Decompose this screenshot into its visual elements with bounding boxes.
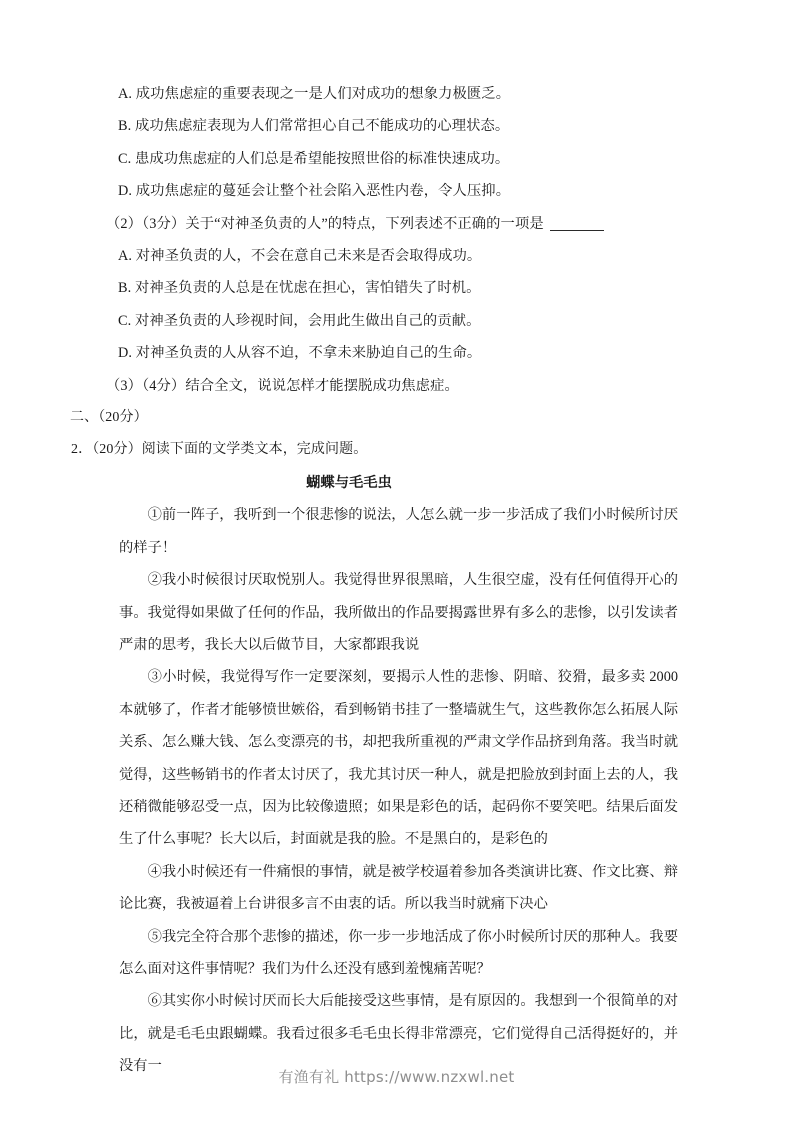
option-1-c: C. 患成功焦虑症的人们总是希望能按照世俗的标准快速成功。 (118, 150, 510, 167)
option-2-a: A. 对神圣负责的人，不会在意自己未来是否会取得成功。 (118, 248, 482, 265)
article-paragraph-4: ④我小时候还有一件痛恨的事情，就是被学校逼着参加各类演讲比赛、作文比赛、辩论比赛，我被逼着上台讲很多言不由衷的话。所以我当时就痛下决心 (119, 863, 678, 913)
option-2-d: D. 对神圣负责的人从容不迫，不拿未来胁迫自己的生命。 (118, 345, 482, 362)
question-2-heading: 2．（20分）阅读下面的文学类文本，完成问题。 (71, 442, 368, 458)
option-1-d: D. 成功焦虑症的蔓延会让整个社会陷入恶性内卷，令人压抑。 (118, 183, 511, 200)
document-content (70, 78, 678, 1083)
option-2-c: C. 对神圣负责的人珍视时间，会用此生做出自己的贡献。 (118, 312, 481, 329)
article-paragraph-2: ②我小时候很讨厌取悦别人。我觉得世界很黑暗，人生很空虚，没有任何值得开心的事。我觉得如果做了任何的作品，我所做出的作品要揭露世界有多么的悲惨，以引发读者严肃的思考，我长大以后做节目，大家都跟我说 (119, 572, 678, 653)
sub-question-2 (70, 208, 678, 240)
option-2-b: B. 对神圣负责的人总是在忧虑在担心，害怕错失了时机。 (118, 280, 481, 297)
option-1-b: B. 成功焦虑症表现为人们常常担心自己不能成功的心理状态。 (118, 118, 510, 135)
article-paragraph-6: ⑥其实你小时候讨厌而长大后能接受这些事情，是有原因的。我想到一个很简单的对比，就是毛毛虫跟蝴蝶。我看过很多毛毛虫长得非常漂亮，它们觉得自己活得挺好的，并没有一 (119, 993, 678, 1075)
footer-watermark: 有渔有礼 https://www.nzxwl.net (278, 1068, 515, 1086)
sub-question-3: （3）（4分）结合全文，说说怎样才能摆脱成功焦虑症。 (106, 377, 459, 394)
article-title: 蝴蝶与毛毛虫 (306, 474, 392, 491)
sub-question-2-text: （2）（3分）关于“对神圣负责的人”的特点，下列表述不正确的一项是 (106, 215, 544, 232)
article-paragraph-1: ①前一阵子，我听到一个很悲惨的说法，人怎么就一步一步活成了我们小时候所讨厌的样子！ (119, 507, 678, 556)
section-heading-two: 二、（20分） (70, 410, 148, 426)
article-paragraph-5: ⑤我完全符合那个悲惨的描述，你一步一步地活成了你小时候所讨厌的那种人。我要怎么面对这件事情呢？我们为什么还没有感到羞愧痛苦呢？ (119, 928, 678, 977)
article-paragraph-3: ③小时候，我觉得写作一定要深刻，要揭示人性的悲惨、阴暗、狡猾，最多卖 2000 本就够了，作者才能够愤世嫉俗，看到畅销书挂了一整墙就生气，这些教你怎么拓展人际关系、怎么赚大钱、怎么变漂亮的书，却把我所重视的严肃文学作品挤到角落。我当时就觉得，这些畅销书的作者太讨厌了，我尤其讨厌一种人，就是把脸放到封面上去的人，我还稍微能够忍受一点，因为比较像遗照；如果是彩色的话，起码你不要笑吧。结果后面发生了什么事呢？长大以后，封面就是我的脸。不是黑白的，是彩色的 (119, 669, 678, 848)
option-1-a: A. 成功焦虑症的重要表现之一是人们对成功的想象力极匮乏。 (118, 86, 511, 102)
answer-blank-2[interactable] (550, 230, 604, 231)
